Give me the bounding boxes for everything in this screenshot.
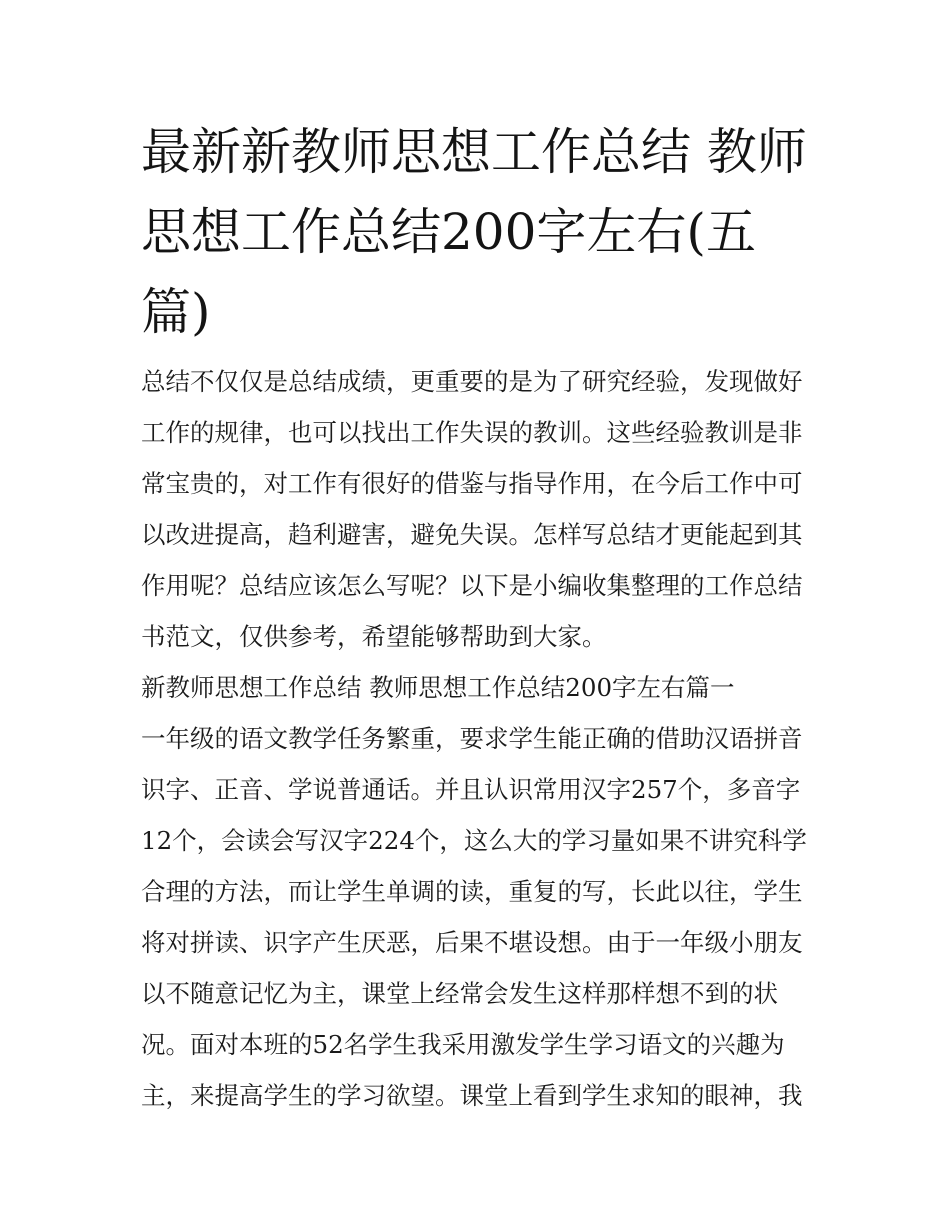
title-line: 篇) [141,283,211,341]
intro-line: 总结不仅仅是总结成绩，更重要的是为了研究经验，发现做好 [141,367,803,396]
section-line: 况。面对本班的52名学生我采用激发学生学习语文的兴趣为 [141,1030,785,1059]
section-line: 12个，会读会写汉字224个，这么大的学习量如果不讲究科学 [141,826,807,855]
section-line: 识字、正音、学说普通话。并且认识常用汉字257个，多音字 [141,775,801,804]
section-line: 一年级的语文教学任务繁重，要求学生能正确的借助汉语拼音 [141,724,803,753]
document-title [141,112,821,352]
intro-line: 书范文，仅供参考，希望能够帮助到大家。 [141,622,607,651]
title-line: 思想工作总结200字左右(五 [141,203,756,261]
section-line: 合理的方法，而让学生单调的读，重复的写，长此以往，学生 [141,877,803,906]
intro-line: 作用呢？总结应该怎么写呢？以下是小编收集整理的工作总结 [141,571,803,600]
document-body [141,356,821,1121]
section-line: 以不随意记忆为主，课堂上经常会发生这样那样想不到的状 [141,979,778,1008]
intro-line: 工作的规律，也可以找出工作失误的教训。这些经验教训是非 [141,418,803,447]
intro-line: 常宝贵的，对工作有很好的借鉴与指导作用，在今后工作中可 [141,469,803,498]
section-heading: 新教师思想工作总结 教师思想工作总结200字左右篇一 [141,673,735,702]
section-line: 主，来提高学生的学习欲望。课堂上看到学生求知的眼神，我 [141,1081,803,1110]
intro-line: 以改进提高，趋利避害，避免失误。怎样写总结才更能起到其 [141,520,803,549]
section-line: 将对拼读、识字产生厌恶，后果不堪设想。由于一年级小朋友 [141,928,803,957]
title-line: 最新新教师思想工作总结 教师 [141,123,807,181]
